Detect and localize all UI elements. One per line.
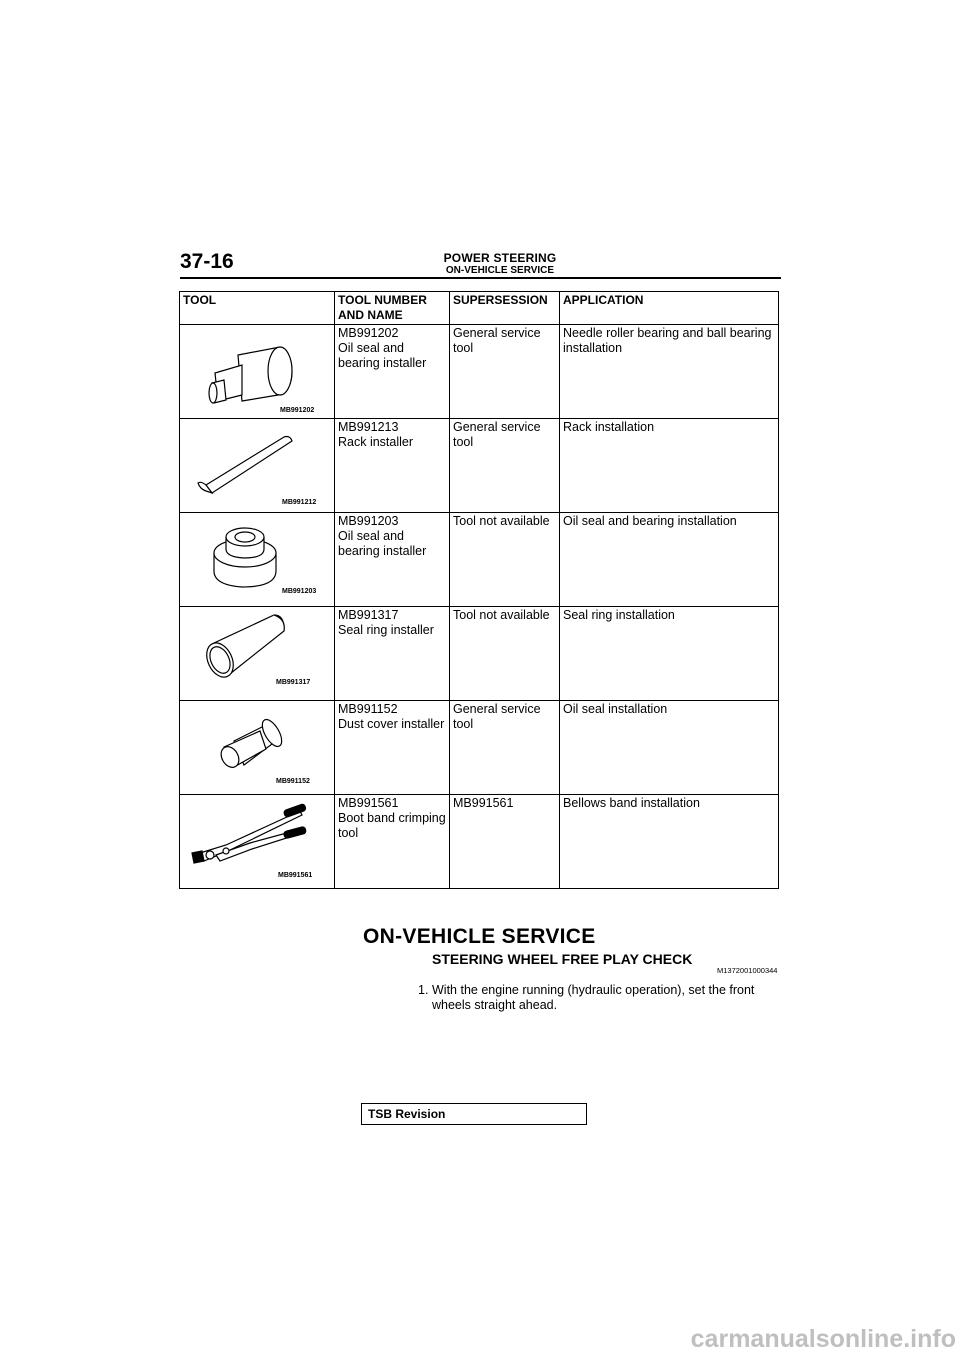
special-tools-table [179, 291, 779, 889]
application-cell: Seal ring installation [560, 607, 779, 701]
supersession-cell: General service tool [450, 325, 560, 419]
supersession-cell: MB991561 [450, 795, 560, 889]
tool-number-cell: MB991152 Dust cover installer [335, 701, 450, 795]
header-subsection-title: ON-VEHICLE SERVICE [445, 265, 555, 276]
column-header-application: APPLICATION [560, 292, 779, 325]
tool-number-cell: MB991203 Oil seal and bearing installer [335, 513, 450, 607]
watermark: carmanualsonline.info [690, 1325, 956, 1353]
tool-number-cell: MB991202 Oil seal and bearing installer [335, 325, 450, 419]
seal-ring-installer-illustration [180, 607, 334, 699]
tool-number-cell: MB991213 Rack installer [335, 419, 450, 513]
tool-number-cell: MB991561 Boot band crimping tool [335, 795, 450, 889]
header-section-title: POWER STEERING [443, 251, 557, 265]
step-text: With the engine running (hydraulic operation), set the front wheels straight ahead. [432, 983, 755, 1012]
tool-image-cell [180, 419, 335, 513]
table-row [180, 795, 779, 889]
table-row [180, 419, 779, 513]
tool-image-cell [180, 513, 335, 607]
step-number: 1. [418, 983, 429, 997]
application-cell: Bellows band installation [560, 795, 779, 889]
supersession-cell: Tool not available [450, 607, 560, 701]
tool-image-cell [180, 325, 335, 419]
table-row [180, 513, 779, 607]
tool-image-label: MB991203 [282, 588, 317, 595]
application-cell: Oil seal and bearing installation [560, 513, 779, 607]
tool-image-cell [180, 701, 335, 795]
tool-image-label: MB991152 [276, 778, 310, 785]
dust-cover-installer-illustration [180, 701, 334, 793]
table-row [180, 607, 779, 701]
page-number: 37-16 [180, 250, 234, 273]
supersession-cell: General service tool [450, 701, 560, 795]
tsb-revision-label: TSB Revision [368, 1107, 446, 1121]
tool-image-cell [180, 795, 335, 889]
supersession-cell: General service tool [450, 419, 560, 513]
supersession-cell: Tool not available [450, 513, 560, 607]
tool-image-label: MB991561 [278, 872, 313, 879]
subsection-title: STEERING WHEEL FREE PLAY CHECK [432, 951, 693, 967]
tool-image-cell [180, 607, 335, 701]
tool-image-label: MB991317 [276, 679, 311, 686]
procedure-step [418, 983, 783, 1013]
column-header-tool: TOOL [180, 292, 335, 325]
subsection-code: M1372001000344 [717, 966, 778, 975]
column-header-tool-number: TOOL NUMBER AND NAME [335, 292, 450, 325]
tool-image-label: MB991212 [282, 499, 317, 506]
tool-number-cell: MB991317 Seal ring installer [335, 607, 450, 701]
column-header-supersession: SUPERSESSION [450, 292, 560, 325]
application-cell: Rack installation [560, 419, 779, 513]
tsb-revision-box [361, 1103, 587, 1125]
table-row [180, 701, 779, 795]
tool-image-label: MB991202 [280, 407, 315, 414]
application-cell: Needle roller bearing and ball bearing installation [560, 325, 779, 419]
header-rule [180, 277, 781, 279]
application-cell: Oil seal installation [560, 701, 779, 795]
section-title: ON-VEHICLE SERVICE [363, 925, 596, 948]
table-header-row [180, 292, 779, 325]
table-row [180, 325, 779, 419]
